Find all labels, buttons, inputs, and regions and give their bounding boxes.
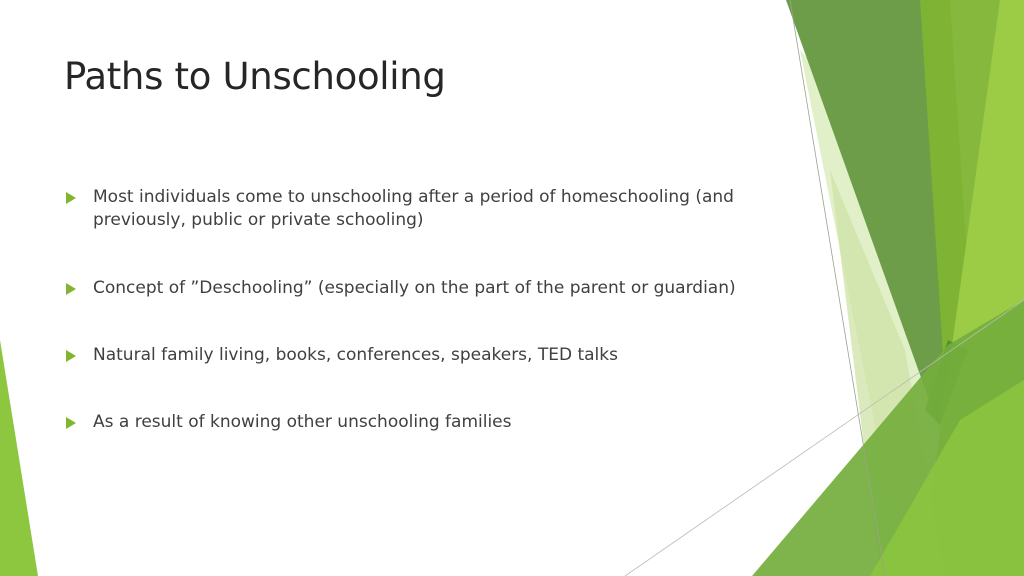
bullet-item bbox=[64, 411, 764, 434]
triangle-arrow-right-icon bbox=[66, 417, 76, 429]
triangle-arrow-right-icon bbox=[66, 350, 76, 362]
bullet-text: Natural family living, books, conferences, speakers, TED talks bbox=[93, 345, 618, 365]
bullet-text: Concept of ”Deschooling” (especially on the part of the parent or guardian) bbox=[93, 278, 736, 298]
triangle-arrow-right-icon bbox=[66, 283, 76, 295]
bullet-item bbox=[64, 277, 764, 300]
bullet-text: As a result of knowing other unschooling families bbox=[93, 412, 512, 432]
bullet-item bbox=[64, 186, 764, 232]
bullet-item bbox=[64, 344, 764, 367]
bullet-list bbox=[64, 186, 764, 434]
slide-title: Paths to Unschooling bbox=[64, 55, 446, 98]
left-edge-facet bbox=[0, 340, 38, 576]
triangle-arrow-right-icon bbox=[66, 192, 76, 204]
bullet-text: Most individuals come to unschooling after a period of homeschooling (and previously, public or private schooling) bbox=[93, 187, 734, 230]
